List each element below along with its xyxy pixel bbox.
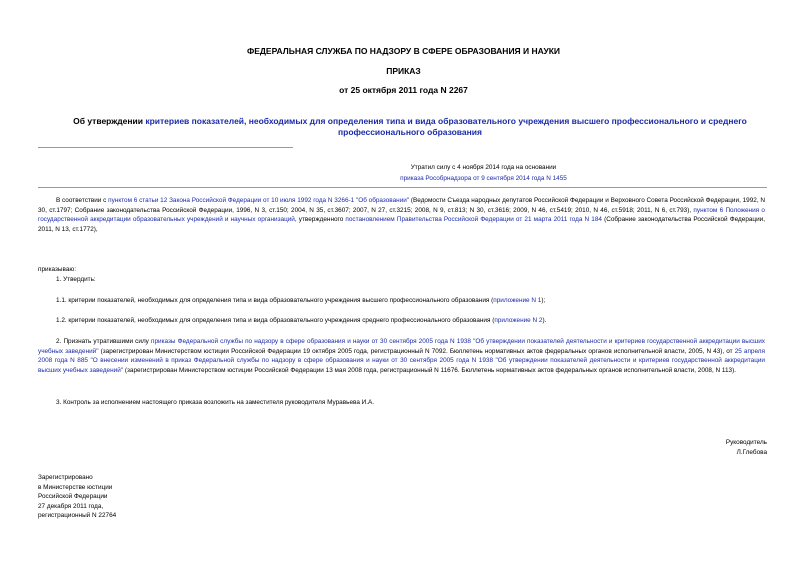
law-link[interactable]: пунктом 6 статьи 12 Закона Российской Федерации от 10 июля 1992 года N 3266-1 "Об образовании": [108, 197, 410, 204]
preamble-text-1: В соответствии с: [56, 197, 109, 204]
appendix-2-link[interactable]: приложение N 2: [494, 317, 543, 324]
document-type: ПРИКАЗ: [386, 66, 421, 76]
title-prefix: Об утверждении: [73, 116, 146, 126]
document-date-number: от 25 октября 2011 года N 2267: [339, 85, 468, 95]
order-2008-link[interactable]: 25 апреля 2008 года N 885 "О внесении изменений в приказ Федеральной службы по надзору в сфере образования и науки от 30 сентября 2005 года N 1938 "Об утверждении показателей деятельности и критериев государственной аккредитации высших учебных заведений": [38, 347, 765, 374]
item-2-text-1: 2. Признать утратившими силу: [56, 338, 151, 345]
regulation-link[interactable]: пунктом 6 Положения о государственной аккредитации образовательных учреждений и научных организаций: [38, 206, 765, 224]
registration-block: [38, 473, 238, 521]
lost-force-text: Утратил силу с 4 ноября 2014 года на основании: [410, 164, 557, 171]
short-divider: [38, 147, 293, 148]
item-2-text-3: (зарегистрирован Министерством юстиции Российской Федерации 13 мая 2008 года, регистрационный N 11676. Бюллетень нормативных актов федеральных органов исполнительной власти, 2008, N 113).: [123, 366, 737, 374]
item-1-2-text: 1.2. критерии показателей, необходимых для определения типа и вида образовательного учреждения среднего профессионального образования (: [56, 317, 495, 324]
item-2: [38, 337, 765, 375]
item-1-2-end: ).: [542, 317, 547, 324]
item-1-1-text: 1.1. критерии показателей, необходимых для определения типа и вида образовательного учреждения высшего профессионального образования (: [56, 297, 494, 304]
document-title: [60, 116, 760, 138]
orders-label: приказываю:: [38, 266, 76, 273]
agency-heading: ФЕДЕРАЛЬНАЯ СЛУЖБА ПО НАДЗОРУ В СФЕРЕ ОБРАЗОВАНИЯ И НАУКИ: [246, 46, 561, 56]
registration-line-2: в Министерстве юстиции: [38, 483, 113, 491]
appendix-1-link[interactable]: приложение N 1: [493, 297, 542, 304]
registration-line-5: регистрационный N 22764: [38, 512, 117, 520]
registration-line-4: 27 декабря 2011 года,: [38, 502, 104, 510]
registration-line-3: Российской Федерации: [38, 493, 108, 501]
long-divider: [38, 187, 767, 188]
item-1-2: [38, 316, 765, 326]
registration-line-1: Зарегистрировано: [38, 474, 93, 481]
lost-force-note: [250, 162, 717, 184]
item-3: 3. Контроль за исполнением настоящего приказа возложить на заместителя руководителя Муравьева И.А.: [56, 399, 375, 406]
item-2-text-2: (зарегистрирован Министерством юстиции Российской Федерации 19 октября 2005 года, регистрационный N 7092. Бюллетень нормативных актов федеральных органов исполнительной власти, 2005, N 43), от: [98, 347, 735, 355]
item-1-1-end: );: [541, 297, 546, 304]
preamble-paragraph: [38, 196, 765, 234]
title-link[interactable]: критериев показателей, необходимых для определения типа и вида образовательного учреждения высшего профессионального и среднего профессионального образования: [145, 116, 747, 137]
lost-force-link[interactable]: приказа Рособрнадзора от 9 сентября 2014 года N 1455: [400, 175, 567, 182]
preamble-text-4: (Собрание законодательства Российской Федерации, 2011, N 13, ст.1772),: [38, 216, 766, 233]
resolution-link[interactable]: постановлением Правительства Российской Федерации от 21 марта 2011 года N 184: [345, 216, 602, 224]
item-1: 1. Утвердить:: [56, 276, 96, 283]
item-1-1: [38, 296, 765, 306]
signature-role: Руководитель: [725, 439, 767, 446]
signature-name: Л.Глебова: [736, 448, 767, 456]
preamble-text-2: (Ведомости Съезда народных депутатов Российской Федерации и Верховного Совета Российской Федерации, 1992, N 30, ст.1797; Собрание законодательства Российской Федерации, 1996, N 3, ст.150; 2004, N 35, ст.3607; 2007, N 27, ст.3215; 2008, N 9, ст.813; N 30, ст.3616; 2009, N 46, ст.5419; 2010, N 46, ст.5918; 2011, N 6, ст.793),: [38, 197, 766, 214]
signature-block: [600, 438, 767, 457]
order-2005-link[interactable]: приказы Федеральной службы по надзору в сфере образования и науки от 30 сентября 2005 года N 1938 "Об утверждении показателей деятельности и критериев государственной аккредитации высших учебных заведений": [38, 338, 765, 355]
preamble-text-3: , утвержденного: [294, 216, 346, 224]
